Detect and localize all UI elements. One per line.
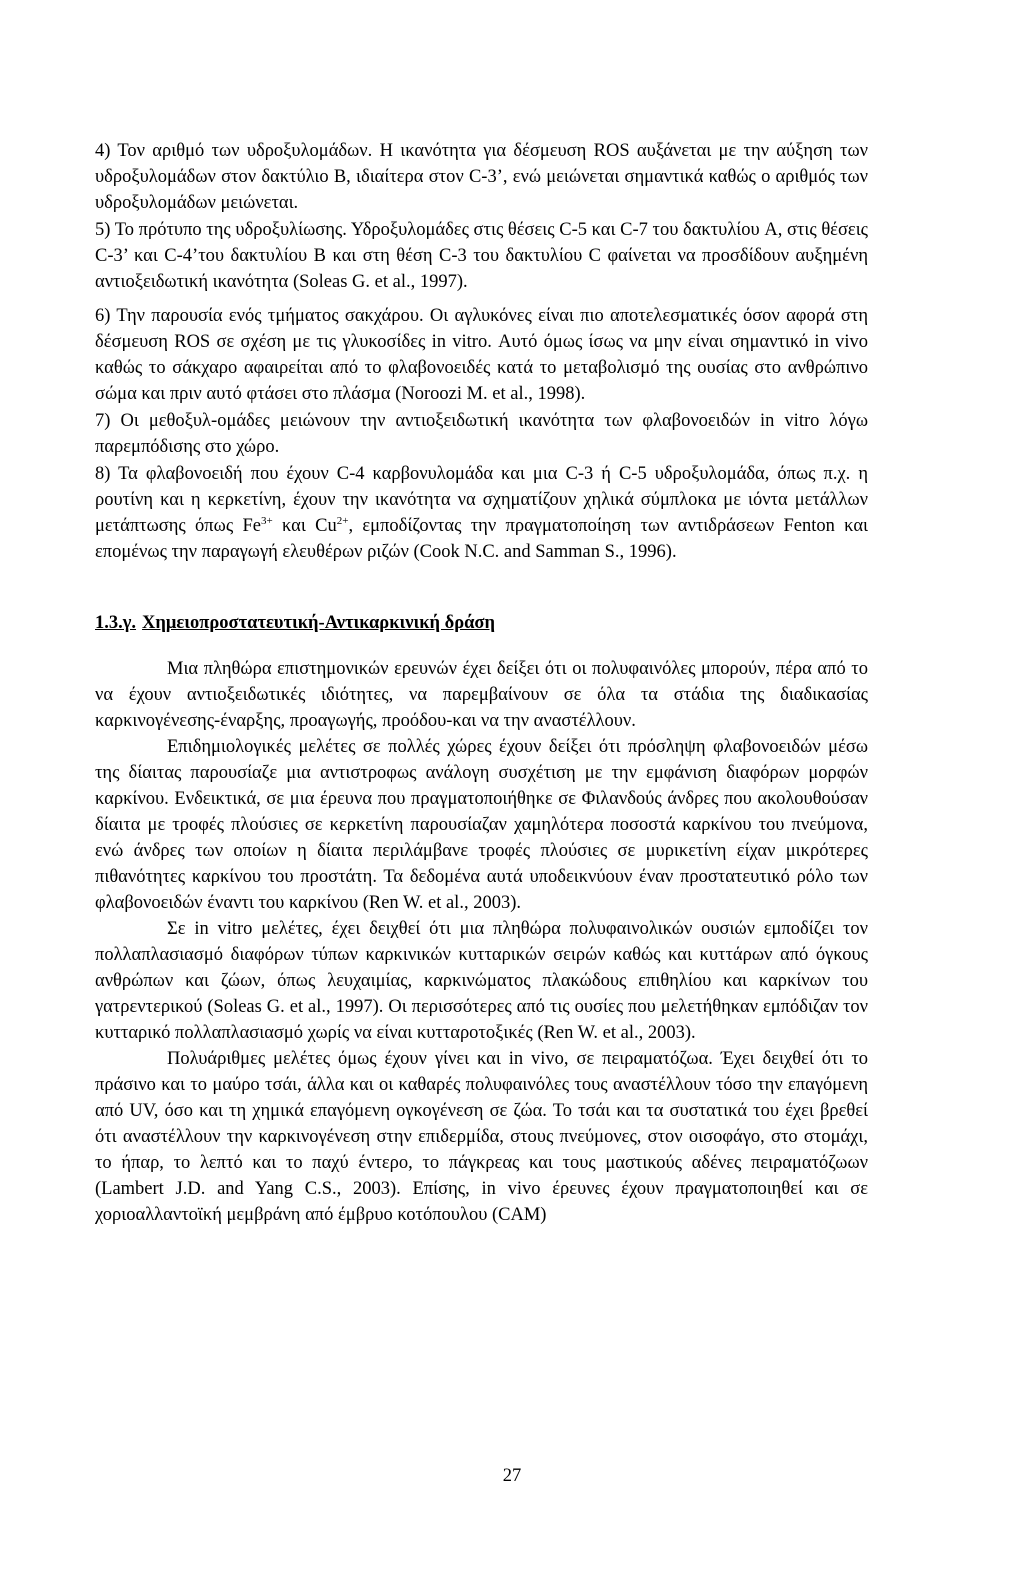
list-item-4: 4) Τον αριθμό των υδροξυλομάδων. Η ικανότητα για δέσμευση ROS αυξάνεται με την αύξηση των υδροξυλομάδων στον δακτύλιο B, ιδιαίτερα στον C-3’, ενώ μειώνεται σημαντικά καθώς ο αριθμός των υδροξυλομάδων μειώνεται.	[95, 141, 868, 213]
list-item-5: 5) Το πρότυπο της υδροξυλίωσης. Υδροξυλομάδες στις θέσεις C-5 και C-7 του δακτυλίου A, στις θέσεις C-3’ και C-4’του δακτυλίου B και στη θέση C-3 του δακτυλίου C φαίνεται να προσδίδουν αυξημένη αντιοξειδωτική ικανότητα (Soleas G. et al., 1997).	[95, 220, 868, 292]
body-paragraph-4: Πολυάριθμες μελέτες όμως έχουν γίνει και in vivo, σε πειραματόζωα. Έχει δειχθεί ότι το πράσινο και το μαύρο τσάι, άλλα και οι καθαρές πολυφαινόλες τους αναστέλλουν τόσο την επαγόμενη από UV, όσο και τη χημικά επαγόμενη ογκογένεση σε ζώα. Το τσάι και τα συστατικά του έχει βρεθεί ότι αναστέλλουν την καρκινογένεση στην επιδερμίδα, στους πνεύμονες, στον οισοφάγο, στο στομάχι, το ήπαρ, το λεπτό και το παχύ έντερο, το πάγκρεας και τους μαστικούς αδένες πειραματόζωων (Lambert J.D. and Yang C.S., 2003). Επίσης, in vivo έρευνες έχουν πραγματοποιηθεί και σε χοριοαλλαντοϊκή μεμβράνη από έμβρυο κοτόπουλου (CAM)	[95, 1049, 868, 1225]
list-item-8-text-a: 8) Τα φλαβονοειδή που έχουν C-4 καρβονυλομάδα και μια C-3 ή C-5 υδροξυλομάδα, όπως π.χ. η ρουτίνη και η κερκετίνη, έχουν την ικανότητα να σχηματίζουν χηλικά σύμπλοκα με ιόντα μετάλλων μετάπτωσης όπως Fe	[95, 464, 868, 536]
list-item-8	[95, 461, 868, 565]
section-title: Χημειοπροστατευτική-Αντικαρκινική δράση	[142, 613, 495, 633]
list-item-8-text-c: , εμποδίζοντας την πραγματοποίηση των αντιδράσεων Fenton και επομένως την παραγωγή ελευθέρων ριζών (Cook N.C. and Samman S., 1996).	[95, 516, 869, 562]
cu-charge: 2+	[336, 514, 349, 527]
factor-list	[95, 138, 868, 565]
list-item-6: 6) Την παρουσία ενός τμήματος σακχάρου. Οι αγλυκόνες είναι πιο αποτελεσματικές όσον αφορά στη δέσμευση ROS σε σχέση με τις γλυκοσίδες in vitro. Αυτό όμως ίσως να μην είναι σημαντικό in vivo καθώς το σάκχαρο αφαιρείται από το φλαβονοειδές κατά το μεταβολισμό της ουσίας στο ανθρώπινο σώμα και πριν αυτό φτάσει στο πλάσμα (Noroozi M. et al., 1998).	[95, 306, 868, 404]
page-body	[95, 138, 868, 1228]
section-number: 1.3.γ.	[95, 613, 137, 633]
body-paragraph-2: Επιδημιολογικές μελέτες σε πολλές χώρες έχουν δείξει ότι πρόσληψη φλαβονοειδών μέσω της δίαιτας παρουσίαζε μια αντιστροφως ανάλογη συσχέτιση με την εμφάνιση διαφόρων μορφών καρκίνου. Ενδεικτικά, σε μια έρευνα που πραγματοποιήθηκε σε Φιλανδούς άνδρες που ακολουθούσαν δίαιτα με τροφές πλούσιες σε κερκετίνη παρουσίαζαν χαμηλότερα ποσοστά καρκίνου του πνεύμονα, ενώ άνδρες των οποίων η δίαιτα περιλάμβανε τροφές πλούσιες σε μυρικετίνη είχαν μικρότερες πιθανότητες καρκίνου του προστάτη. Τα δεδομένα αυτά υποδεικνύουν έναν προστατευτικό ρόλο των φλαβονοειδών έναντι του καρκίνου (Ren W. et al., 2003).	[95, 737, 868, 913]
list-item-8-text-b: και Cu	[272, 516, 337, 536]
section-heading	[95, 610, 868, 636]
list-item-7: 7) Οι μεθοξυλ-ομάδες μειώνουν την αντιοξειδωτική ικανότητα των φλαβονοειδών in vitro λόγω παρεμπόδισης στο χώρο.	[95, 411, 868, 457]
body-paragraph-1: Μια πληθώρα επιστημονικών ερευνών έχει δείξει ότι οι πολυφαινόλες μπορούν, πέρα από το να έχουν αντιοξειδωτικές ιδιότητες, να παρεμβαίνουν σε όλα τα στάδια της διαδικασίας καρκινογένεσης-έναρξης, προαγωγής, προόδου-και να την αναστέλλουν.	[95, 659, 868, 731]
body-paragraph-3: Σε in vitro μελέτες, έχει δειχθεί ότι μια πληθώρα πολυφαινολικών ουσιών εμποδίζει τον πολλαπλασιασμό διαφόρων τύπων καρκινικών κυτταρικών σειρών καθώς και κυττάρων από όγκους ανθρώπων και ζώων, όπως λευχαιμίας, καρκινώματος πλακώδους επιθηλίου και καρκίνων του γατρεντερικού (Soleas G. et al., 1997). Οι περισσότερες από τις ουσίες που μελετήθηκαν εμπόδιζαν τον κυτταρικό πολλαπλασιασμό χωρίς να είναι κυτταροτοξικές (Ren W. et al., 2003).	[95, 919, 868, 1043]
fe-charge: 3+	[260, 514, 273, 527]
page-number: 27	[502, 1466, 522, 1486]
